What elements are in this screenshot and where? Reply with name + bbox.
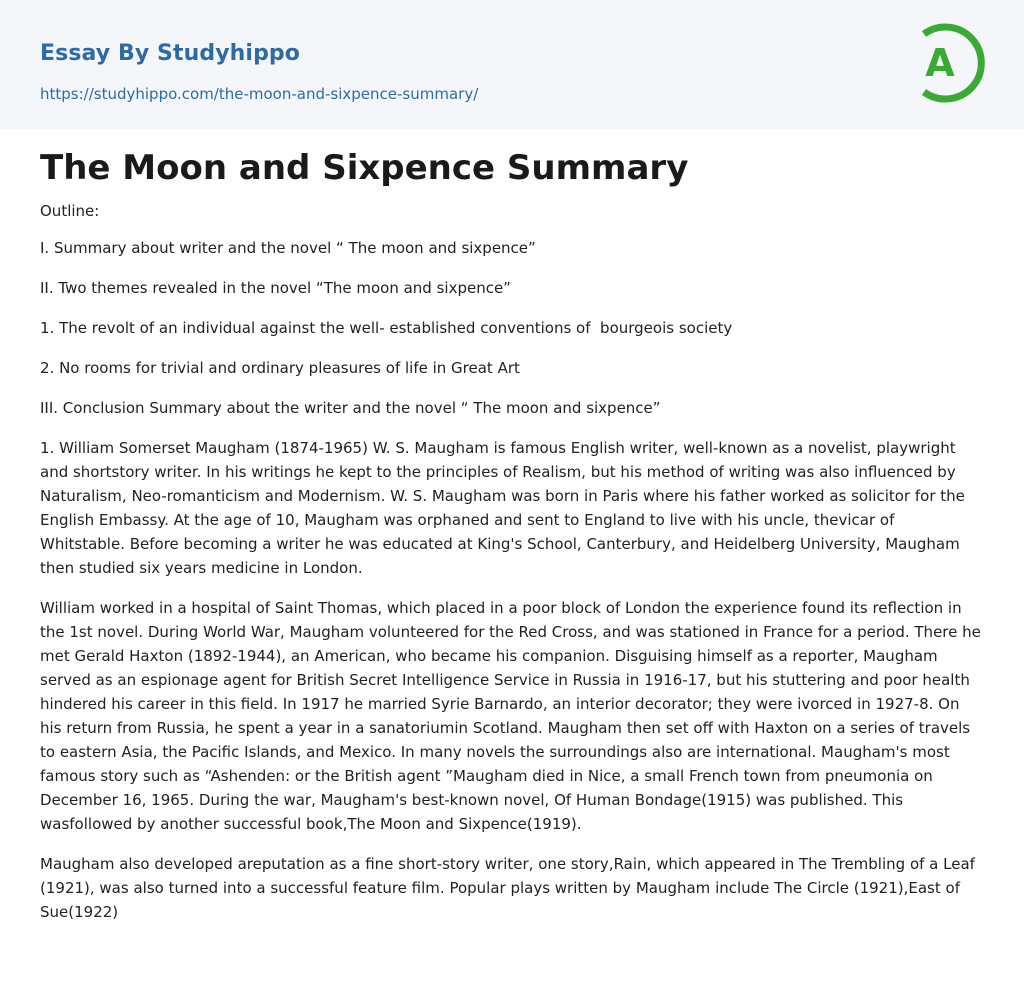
body-paragraph: Maugham also developed areputation as a fine short-story writer, one story,Rain, which appeared in The Trembling of a Leaf (1921), was also turned into a successful feature film. Popular plays written by Maugham include The Circle (1921),East of Sue(1922)	[40, 855, 980, 921]
source-url-link[interactable]: https://studyhippo.com/the-moon-and-sixpence-summary/	[40, 85, 479, 103]
outline-item: III. Conclusion Summary about the writer and the novel “ The moon and sixpence”	[40, 399, 661, 417]
outline-item: 1. The revolt of an individual against the well- established conventions of bourgeois society	[40, 319, 733, 337]
body-paragraph: William worked in a hospital of Saint Thomas, which placed in a poor block of London the experience found its reflection in the 1st novel. During World War, Maugham volunteered for the Red Cross, and was stationed in France for a period. There he met Gerald Haxton (1892-1944), an American, who became his companion. Disguising himself as a reporter, Maugham served as an espionage agent for British Secret Intelligence Service in Russia in 1916-17, but his stuttering and poor health hindered his career in this field. In 1917 he married Syrie Barnardo, an interior decorator; they were ivorced in 1927-8. On his return from Russia, he spent a year in a sanatoriumin Scotland. Maugham then set off with Haxton on a series of travels to eastern Asia, the Pacific Islands, and Mexico. In many novels the surroundings also are international. Maugham's most famous story such as “Ashenden: or the British agent ”Maugham died in Nice, a small French town from pneumonia on December 16, 1965. During the war, Maugham's best-known novel, Of Human Bondage(1915) was published. This wasfollowed by another successful book,The Moon and Sixpence(1919).	[40, 599, 986, 833]
page-title: The Moon and Sixpence Summary	[40, 148, 689, 188]
site-header	[0, 0, 1024, 129]
brand-logo-icon[interactable]	[912, 20, 986, 106]
body-paragraph: 1. William Somerset Maugham (1874-1965) W. S. Maugham is famous English writer, well-known as a novelist, playwright and shortstory writer. In his writings he kept to the principles of Realism, but his method of writing was also influenced by Naturalism, Neo-romanticism and Modernism. W. S. Maugham was born in Paris where his father worked as solicitor for the English Embassy. At the age of 10, Maugham was orphaned and sent to England to live with his uncle, thevicar of Whitstable. Before becoming a writer he was educated at King's School, Canterbury, and Heidelberg University, Maugham then studied six years medicine in London.	[40, 439, 970, 577]
outline-item: 2. No rooms for trivial and ordinary pleasures of life in Great Art	[40, 359, 520, 377]
brand-title[interactable]: Essay By Studyhippo	[40, 41, 300, 66]
outline-item: II. Two themes revealed in the novel “The moon and sixpence”	[40, 279, 511, 297]
outline-label: Outline:	[40, 202, 100, 220]
article-body	[0, 129, 1024, 924]
outline-item: I. Summary about writer and the novel “ The moon and sixpence”	[40, 239, 536, 257]
logo-letter: A	[925, 41, 955, 85]
